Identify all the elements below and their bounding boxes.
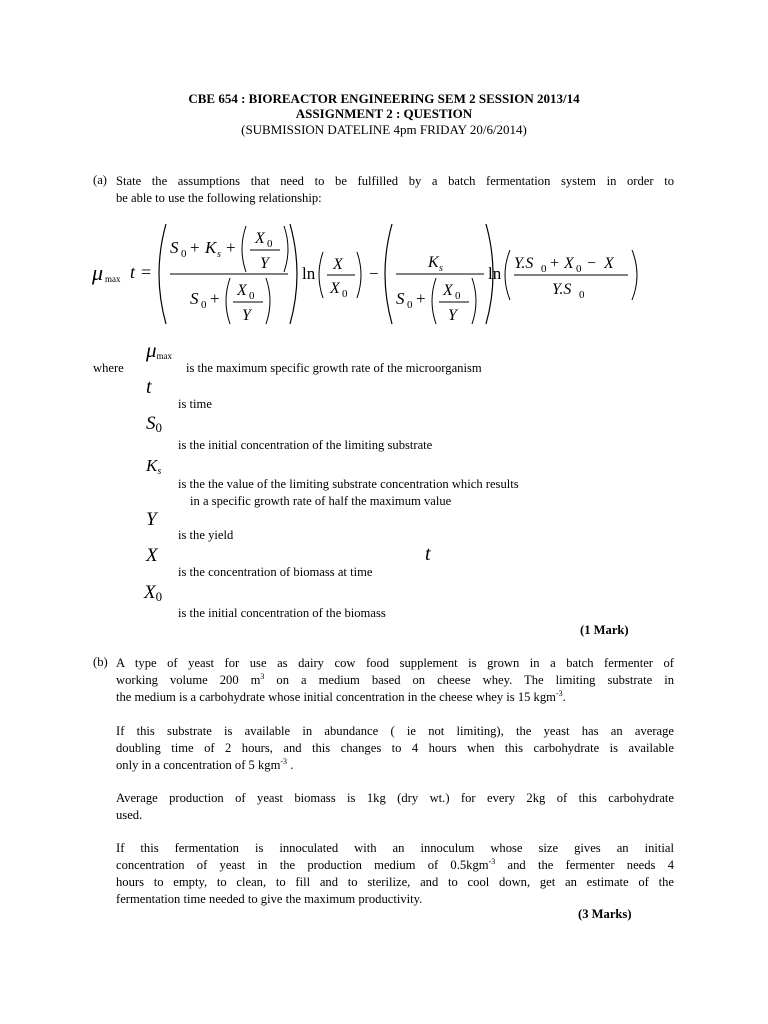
def-x0-symbol: X0 [144,582,163,604]
part-b-marks: (3 Marks) [578,907,632,921]
eq-paren-l-c [319,252,323,298]
eq-frac-b-X-sub: 0 [249,290,255,302]
eq-frac-a-X-sub: 0 [267,238,273,250]
eq-paren-l-e [505,250,510,300]
part-b-p2-line-1: If this substrate is available in abundance ( ie not limiting), the yeast has an average [116,724,674,738]
eq-paren-l-a [242,226,246,272]
def-x-trailing-t: t [425,543,431,565]
def-s0-symbol: S0 [146,413,162,435]
header-title: CBE 654 : BIOREACTOR ENGINEERING SEM 2 SESSION 2013/14 [188,91,580,106]
eq-paren-r-e [632,250,637,300]
def-ks-text: is the the value of the limiting substrate concentration which results [178,477,519,491]
eq-den2-S: S [396,289,405,308]
eq-frac-e-plus: + [550,255,560,272]
eq-frac-e-YS: Y.S [514,255,534,272]
header-subtitle: ASSIGNMENT 2 : QUESTION [295,106,473,121]
eq-ln-2: ln [488,264,502,283]
eq-big-paren-right-1 [290,224,297,324]
eq-num1-S-sub: 0 [181,248,187,260]
part-b-p4-line-2: concentration of yeast in the production medium of 0.5kgm$^{-3}$ and the fermenter needs 4 [116,856,674,872]
part-b-p3-line-1: Average production of yeast biomass is 1kg (dry wt.) for every 2kg of this carbohydrate [116,791,674,805]
def-t-symbol: t [146,376,152,398]
part-a-line-2: be able to use the following relationship: [116,191,322,205]
eq-den1-S: S [190,289,199,308]
eq-den2-plus: + [416,289,426,308]
part-a-marks: (1 Mark) [580,623,629,637]
eq-mu: μ [92,260,104,285]
part-b-p1-line-2: working volume 200 $m^3$ on a medium based on cheese whey. The limiting substrate in [116,671,675,687]
eq-num1-plus1: + [190,238,200,257]
eq-num2-K-sub: s [439,263,443,274]
growth-equation [90,216,650,332]
eq-num1-K-sub: s [217,249,221,260]
eq-frac-b-X: X [237,282,247,299]
eq-frac-c-X: X [333,256,343,273]
def-ks-symbol: Ks [146,456,162,477]
eq-frac-c-X0: X [330,280,340,297]
eq-paren-l-b [226,278,230,324]
def-mu-symbol: μmax [146,338,173,362]
eq-frac-d-X: X [443,282,453,299]
def-x-text: is the concentration of biomass at time [178,565,373,579]
part-b-paragraph-3 [116,790,674,824]
eq-minus: − [369,264,379,283]
eq-paren-r-c [357,252,361,298]
def-mu-text: is the maximum specific growth rate of the microorganism [186,361,482,375]
part-b-p1-line-3: the medium is a carbohydrate whose initial concentration in the cheese whey is 15 kgm$^{-3}$. [116,688,566,704]
part-b-paragraph-1 [116,655,674,706]
eq-num1-S: S [170,238,179,257]
def-y-text: is the yield [178,528,234,542]
def-t-text: is time [178,397,212,411]
part-b-p4-line-1: If this fermentation is innoculated with an innoculum whose size gives an initial [116,841,674,855]
part-a-label: (a) [93,173,107,187]
def-y-symbol: Y [146,509,157,530]
def-x-symbol: X [146,545,158,566]
eq-paren-r-d [472,278,476,324]
def-ks-text-2: in a specific growth rate of half the maximum value [190,494,452,508]
part-b-p2-line-2: doubling time of 2 hours, and this changes to 4 hours when this carbohydrate is available [116,741,674,755]
eq-paren-l-d [432,278,436,324]
eq-frac-e-X0-sub: 0 [576,263,582,275]
eq-equals: = [141,262,152,282]
eq-paren-r-a [284,226,288,272]
part-b-p3-line-2: used. [116,808,143,822]
def-where-label: where [93,361,124,375]
def-s0-text: is the initial concentration of the limiting substrate [178,438,433,452]
eq-frac-e-minus: − [587,255,597,272]
eq-den2-S-sub: 0 [407,299,413,311]
eq-frac-c-X0-sub: 0 [342,288,348,300]
eq-frac-e-YS-sub: 0 [541,263,547,275]
eq-frac-e-X: X [604,255,614,272]
eq-big-paren-left-2 [385,224,392,324]
part-b-p2-line-3: only in a concentration of 5 kgm$^{-3}$ . [116,756,294,772]
eq-frac-e-den-YS: Y.S [552,281,572,298]
header-deadline: (SUBMISSION DATELINE 4pm FRIDAY 20/6/2014) [241,122,527,137]
eq-paren-r-b [266,278,270,324]
eq-frac-d-Y: Y [448,307,457,324]
eq-num2-K: K [428,254,439,271]
eq-frac-e-X0: X [564,255,574,272]
eq-max-subscript: max [105,274,121,284]
eq-den1-plus: + [210,289,220,308]
eq-den1-S-sub: 0 [201,299,207,311]
part-b-paragraph-4 [116,840,674,908]
part-b-p1-line-1: A type of yeast for use as dairy cow food supplement is grown in a batch fermenter of [116,656,674,670]
eq-big-paren-left-1 [159,224,166,324]
eq-frac-b-Y: Y [242,307,251,324]
part-b-p4-line-3: hours to empty, to clean, to fill and to sterilize, and to cool down, get an estimate of the [116,875,674,889]
eq-num1-plus2: + [226,238,236,257]
eq-ln-1: ln [302,264,316,283]
part-b-paragraph-2 [116,723,674,774]
part-b-p4-line-4: fermentation time needed to give the maximum productivity. [116,892,423,906]
eq-t: t [130,262,136,282]
part-a-text [116,173,674,207]
eq-frac-e-den-sub: 0 [579,289,585,301]
eq-frac-a-Y: Y [260,255,269,272]
part-b-label: (b) [93,655,108,669]
eq-frac-a-X: X [255,230,265,247]
eq-frac-d-X-sub: 0 [455,290,461,302]
part-a-line-1: State the assumptions that need to be fulfilled by a batch fermentation system in order to [116,174,674,188]
eq-num1-K: K [205,238,217,257]
def-x0-text: is the initial concentration of the biomass [178,606,386,620]
